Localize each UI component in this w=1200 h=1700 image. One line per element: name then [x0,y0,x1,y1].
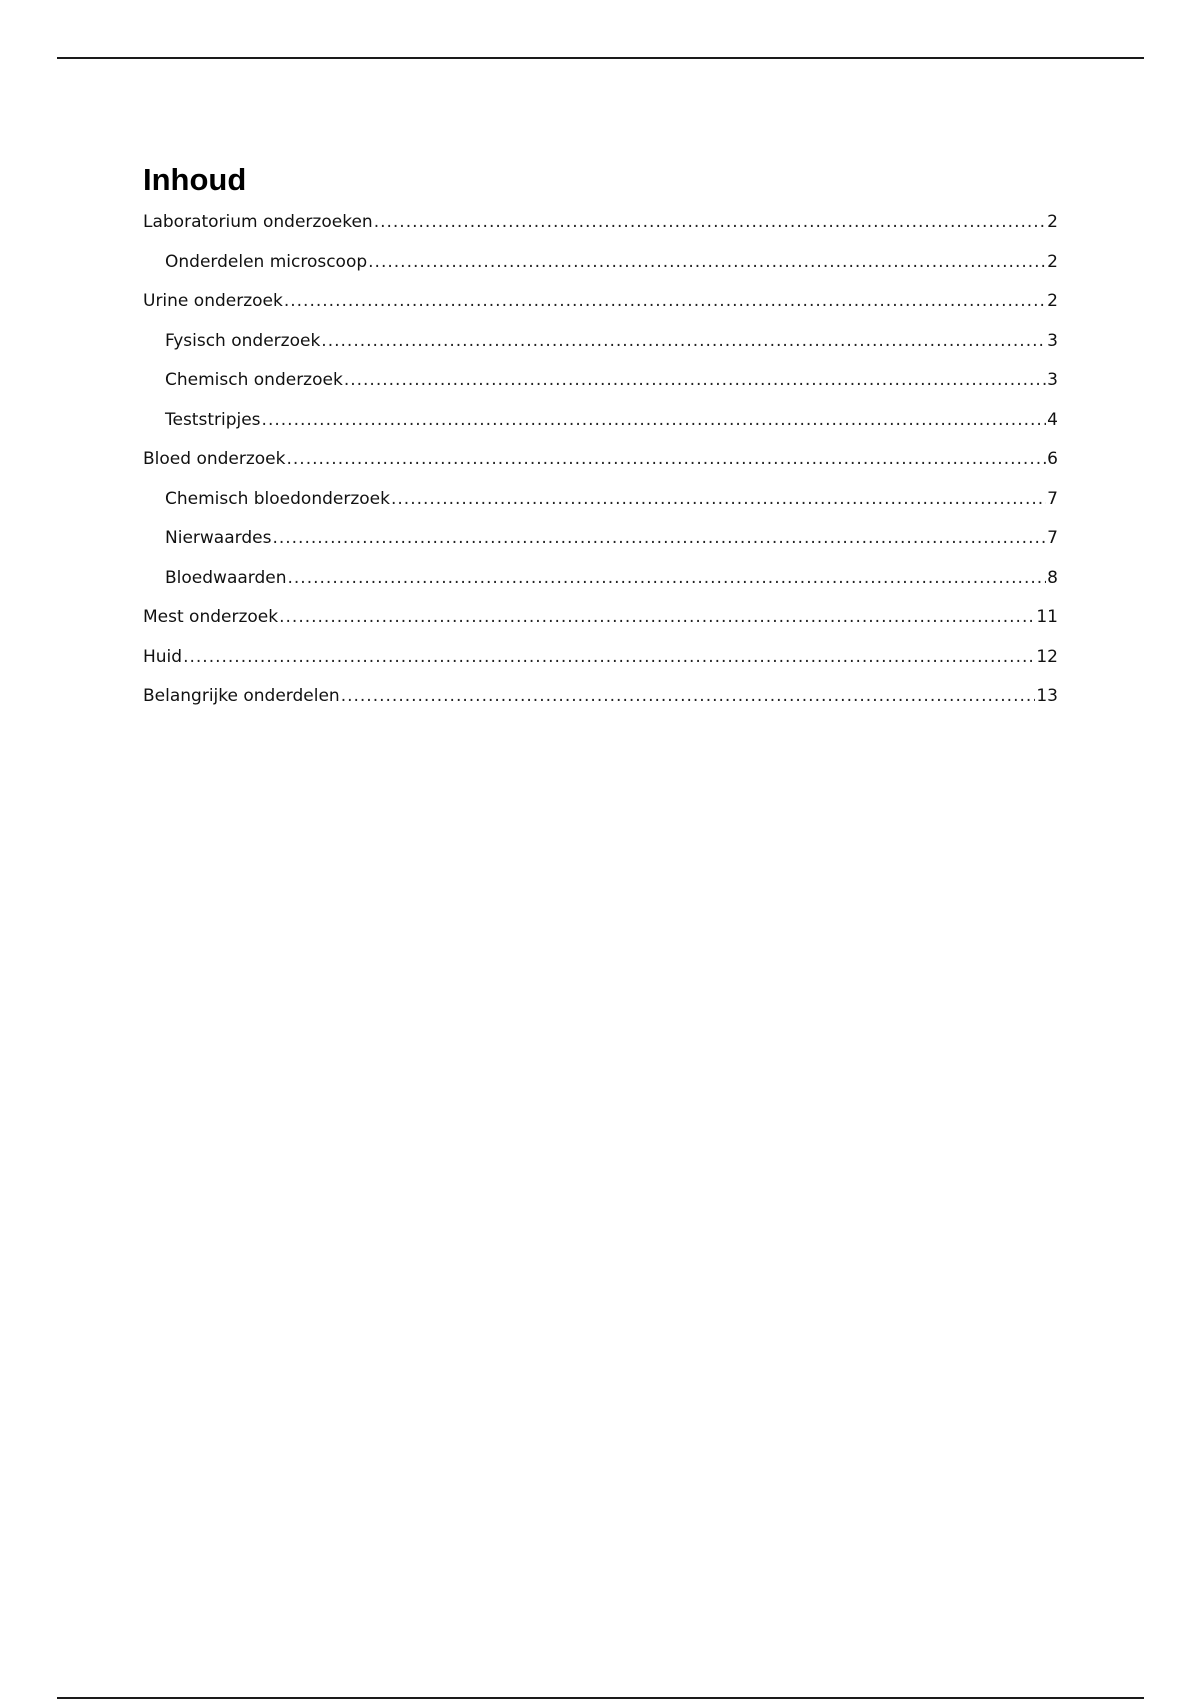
toc-entry-label: Urine onderzoek [143,291,283,311]
toc-entry[interactable] [143,291,1058,331]
toc-dot-leader [272,528,1046,548]
toc-entry-page: 2 [1047,212,1058,232]
toc-entry[interactable] [143,449,1058,489]
toc-entry[interactable] [143,686,1058,726]
toc-entry-label: Teststripjes [165,409,261,430]
toc-entry-page: 12 [1036,646,1058,667]
toc-entry[interactable] [143,370,1058,410]
toc-entry-label: Laboratorium onderzoeken [143,212,373,232]
toc-title: Inhoud [143,162,247,197]
toc-entry[interactable] [143,647,1058,687]
toc-dot-leader [341,686,1036,706]
toc-entry-page: 8 [1047,567,1058,588]
toc-entry[interactable] [143,410,1058,450]
toc-entry-label: Chemisch bloedonderzoek [165,488,390,509]
toc-dot-leader [368,252,1046,272]
toc-entry-page: 4 [1047,409,1058,430]
footer-rule [57,1697,1144,1699]
toc-dot-leader [262,410,1047,430]
toc-entry[interactable] [143,607,1058,647]
toc-entry-label: Mest onderzoek [143,607,279,627]
toc-entry[interactable] [143,212,1058,252]
header-rule [57,57,1144,59]
toc-entry-page: 3 [1047,330,1058,351]
toc-entry[interactable] [143,252,1058,292]
toc-dot-leader [183,647,1035,667]
toc-entry-label: Belangrijke onderdelen [143,686,340,706]
toc-entry-page: 13 [1036,686,1058,706]
table-of-contents [143,160,1058,726]
toc-entry-page: 11 [1036,607,1058,627]
toc-entry-label: Huid [143,646,183,667]
toc-entry-page: 6 [1047,449,1058,469]
toc-list [143,212,1058,726]
toc-dot-leader [344,370,1046,390]
toc-entry-label: Fysisch onderzoek [165,330,321,351]
toc-entry-page: 7 [1047,488,1058,509]
toc-dot-leader [284,291,1046,311]
toc-entry[interactable] [143,489,1058,529]
toc-entry-label: Onderdelen microscoop [165,251,368,272]
toc-dot-leader [288,568,1047,588]
toc-dot-leader [286,449,1046,469]
toc-dot-leader [321,331,1046,351]
toc-entry-label: Chemisch onderzoek [165,370,343,390]
toc-entry[interactable] [143,568,1058,608]
toc-entry[interactable] [143,528,1058,568]
toc-entry-page: 7 [1047,528,1058,548]
toc-entry-label: Bloed onderzoek [143,449,286,469]
toc-entry-label: Bloedwaarden [165,567,287,588]
toc-entry-page: 2 [1047,251,1058,272]
toc-dot-leader [279,607,1035,627]
toc-entry[interactable] [143,331,1058,371]
toc-dot-leader [374,212,1046,232]
toc-entry-page: 3 [1047,370,1058,390]
toc-entry-page: 2 [1047,291,1058,311]
toc-entry-label: Nierwaardes [165,528,272,548]
toc-dot-leader [391,489,1046,509]
